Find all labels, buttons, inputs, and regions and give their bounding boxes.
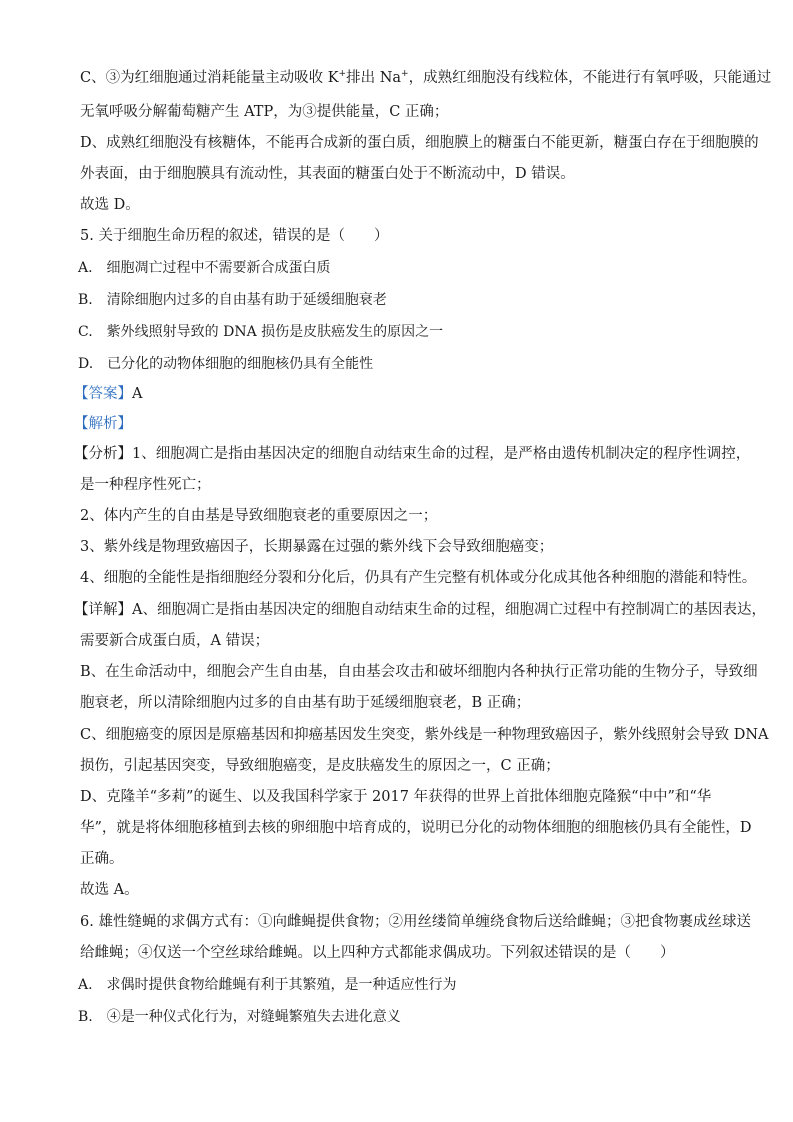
q6-stem-line-2: 给雌蝇；④仅送一个空丝球给雌蝇。以上四种方式都能求偶成功。下列叙述错误的是（ ） (80, 945, 675, 961)
answer-value: A (132, 386, 143, 402)
superscript-plus: + (338, 69, 347, 79)
q5-option-c: C. 紫外线照射导致的 DNA 损伤是皮肤癌发生的原因之一 (78, 324, 444, 340)
fenxi-label: 【分析】 (74, 446, 132, 462)
analysis-label: 【解析】 (74, 416, 132, 432)
q4-option-c-explanation-line-2: 无氧呼吸分解葡萄糖产生 ATP，为③提供能量，C 正确； (80, 104, 449, 120)
text-segment: ，成熟红细胞没有线粒体，不能进行有氧呼吸，只能通过 (408, 70, 772, 86)
q5-xiangjie-d-line-1: D、克隆羊“多莉”的诞生、以及我国科学家于 2017 年获得的世界上首批体细胞克隆猴“中中”和“华 (80, 789, 712, 805)
q5-xiangjie-b-line-1: B、在生命活动中，细胞会产生自由基，自由基会攻击和破坏细胞内各种执行正常功能的生物分子，导致细 (80, 664, 758, 680)
q5-xiangjie-a-line-2: 需要新合成蛋白质，A 错误； (80, 633, 270, 649)
q5-point-4: 4、细胞的全能性是指细胞经分裂和分化后，仍具有产生完整有机体或分化成其他各种细胞的潜能和特性。 (80, 570, 757, 586)
q5-final-choice: 故选 A。 (80, 882, 139, 898)
q5-xiangjie-a-line-1 (74, 600, 766, 620)
answer-label: 【答案】 (74, 386, 132, 402)
q5-fenxi-line-2: 是一种程序性死亡； (80, 477, 211, 493)
text-segment: C、③为红细胞通过消耗能量主动吸收 K (80, 70, 339, 86)
q5-analysis-heading (74, 414, 726, 434)
q5-point-2: 2、体内产生的自由基是导致细胞衰老的重要原因之一； (80, 508, 438, 524)
q6-option-b: B. ④是一种仪式化行为，对缝蝇繁殖失去进化意义 (78, 1009, 401, 1025)
q5-option-b: B. 清除细胞内过多的自由基有助于延缓细胞衰老 (78, 292, 387, 308)
q5-xiangjie-b-line-2: 胞衰老，所以清除细胞内过多的自由基有助于延缓细胞衰老，B 正确； (80, 695, 531, 711)
q5-answer (74, 384, 726, 404)
q4-final-choice: 故选 D。 (80, 197, 140, 213)
text-segment: A、细胞凋亡是指由基因决定的细胞自动结束生命的过程，细胞凋亡过程中有控制凋亡的基因表达， (132, 602, 766, 618)
q5-fenxi-line-1 (74, 444, 751, 464)
text-segment: 排出 Na (346, 70, 402, 86)
q4-option-d-explanation-line-1: D、成熟红细胞没有核糖体，不能再合成新的蛋白质，细胞膜上的糖蛋白不能更新，糖蛋白存在于细胞膜的 (80, 135, 759, 151)
q5-xiangjie-c-line-2: 损伤，引起基因突变，导致细胞癌变，是皮肤癌发生的原因之一，C 正确； (80, 758, 560, 774)
q6-option-a: A. 求偶时提供食物给雌蝇有利于其繁殖，是一种适应性行为 (78, 977, 457, 993)
q5-xiangjie-d-line-3: 正确。 (80, 851, 124, 867)
text-segment: 1、细胞凋亡是指由基因决定的细胞自动结束生命的过程，是严格由遗传机制决定的程序性调控， (132, 446, 751, 462)
q5-point-3: 3、紫外线是物理致癌因子，长期暴露在过强的紫外线下会导致细胞癌变； (80, 539, 554, 555)
q5-xiangjie-c-line-1: C、细胞癌变的原因是原癌基因和抑癌基因发生突变，紫外线是一种物理致癌因子，紫外线照射会导致 DNA (80, 727, 769, 743)
q5-xiangjie-d-line-2: 华”，就是将体细胞移植到去核的卵细胞中培育成的，说明已分化的动物体细胞的细胞核仍具有全能性，D (80, 820, 752, 836)
q5-option-a: A. 细胞凋亡过程中不需要新合成蛋白质 (78, 260, 331, 276)
q5-option-d: D. 已分化的动物体细胞的细胞核仍具有全能性 (78, 356, 374, 372)
q4-option-c-explanation-line-1 (80, 68, 772, 88)
q6-stem-line-1: 6. 雄性缝蝇的求偶方式有：①向雌蝇提供食物；②用丝缕简单缠绕食物后送给雌蝇；③把食物裹成丝球送 (80, 914, 751, 930)
q5-stem: 5. 关于细胞生命历程的叙述，错误的是（ ） (80, 228, 389, 244)
xiangjie-label: 【详解】 (74, 602, 132, 618)
superscript-plus: + (401, 69, 409, 79)
q4-option-d-explanation-line-2: 外表面，由于细胞膜具有流动性，其表面的糖蛋白处于不断流动中，D 错误。 (80, 166, 575, 182)
